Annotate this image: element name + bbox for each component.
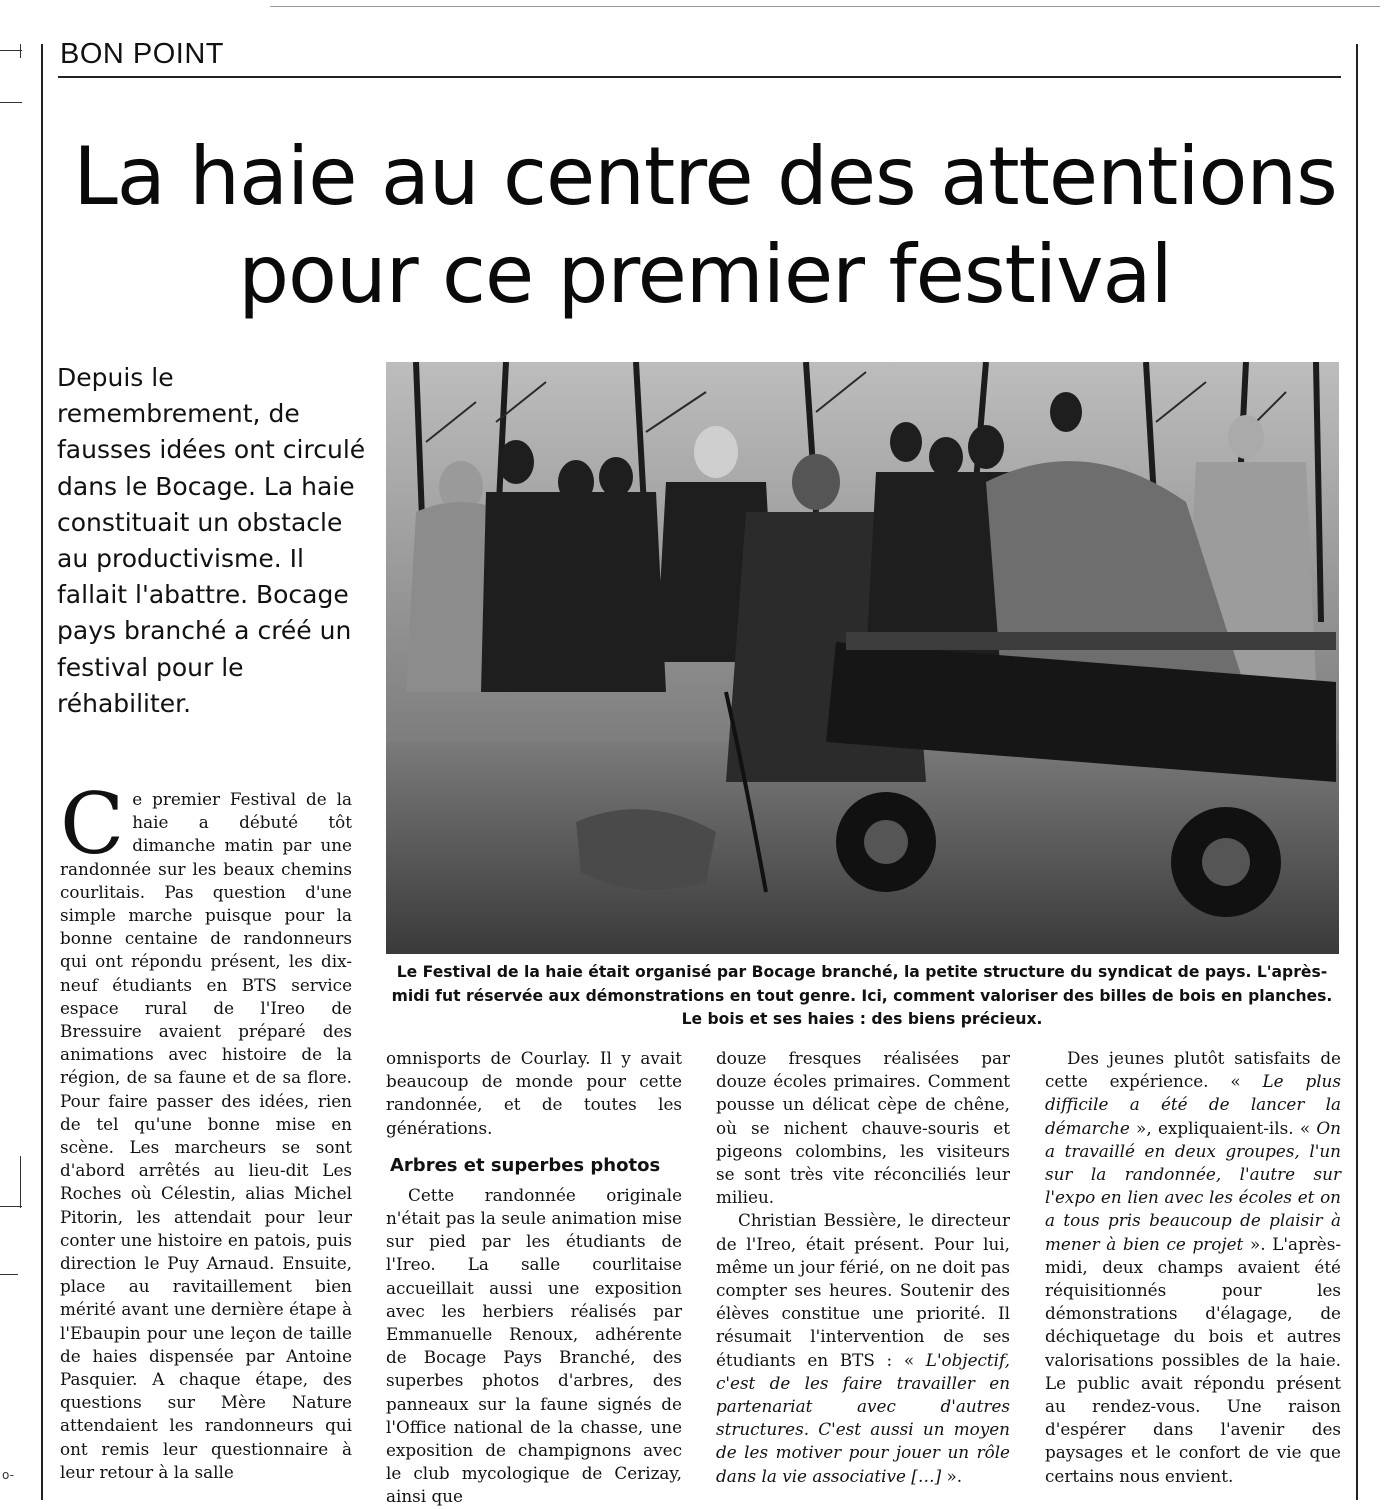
margin-tick xyxy=(0,102,22,103)
quote-intro: Christian Bessière, le directeur de l'Ireo, était présent. Pour lui, même un jour férié, on ne doit pas compter ses heures. Soutenir des élèves constitue une priorité. Il résumait l'intervention de ses étudiants en BTS : « xyxy=(716,1210,1010,1370)
column-2-paragraph-1: omnisports de Courlay. Il y avait beaucoup de monde pour cette randonnée, et de toutes les générations. xyxy=(386,1048,682,1138)
column-4-paragraph-1 xyxy=(1045,1047,1341,1488)
photo-illustration xyxy=(386,362,1339,954)
section-subhead: Arbres et superbes photos xyxy=(390,1154,661,1176)
article-headline xyxy=(40,128,1370,324)
margin-tick xyxy=(0,1274,18,1275)
section-kicker: BON POINT xyxy=(60,38,225,70)
quote-text: Le plus difficile a été de lancer la démarche xyxy=(1045,1071,1341,1138)
headline-line-2: pour ce premier festival xyxy=(238,228,1172,321)
margin-tick xyxy=(0,1206,22,1207)
headline-line-1: La haie au centre des attentions xyxy=(73,130,1337,223)
quote-close: ». xyxy=(941,1465,963,1486)
margin-tick xyxy=(20,44,21,58)
column-3-paragraph-2 xyxy=(716,1209,1010,1487)
margin-tick xyxy=(20,1156,21,1208)
quote-connector: », expliquaient-ils. « xyxy=(1129,1117,1317,1138)
margin-mark-text: o- xyxy=(2,1468,14,1482)
article-lead: Depuis le remembrement, de fausses idées ont circulé dans le Bocage. La haie constituait un obstacle au productivisme. Il fallait l'abattre. Bocage pays branché a créé un festival pour le réhabiliter. xyxy=(57,363,366,718)
column-4-rest: ». L'après-midi, deux champs avaient été réquisitionnés pour les démonstrations d'élagage, de déchiquetage du bois et autres valorisations possibles de la haie. Le public avait répondu présent au rendez-vous. Une raison d'espérer dans l'avenir des paysages et le confort de vie que certains nous envient. xyxy=(1045,1233,1341,1486)
drop-cap: C xyxy=(60,775,125,873)
column-1-text: e premier Festival de la haie a débuté tôt dimanche matin par une randonnée sur les beaux chemins courlitais. Pas question d'une simple marche puisque pour la bonne centaine de randonneurs qui ont répondu présent, les dix-neuf étudiants en BTS service espace rural de l'Ireo de Bressuire avaient préparé des animations avec histoire de la région, de sa faune et de sa flore. Pour faire passer des idées, rien de tel qu'une bonne mise en scène. Les marcheurs se sont d'abord arrêtés au lieu-dit Les Roches où Célestin, alias Michel Pitorin, les attendait pour leur conter une histoire en patois, puis direction le Puy Arnaud. Ensuite, place au ravitaillement bien mérité avant une dernière étape à l'Ebaupin pour une leçon de taille de haies dispensée par Antoine Pasquier. A chaque étape, des questions sur Mère Nature attendaient les randonneurs qui ont remis leur questionnaire à leur retour à la salle xyxy=(60,789,352,1482)
margin-tick xyxy=(0,50,22,51)
quote-text: L'objectif, c'est de les faire travailler en partenariat avec d'autres structures. C'est aussi un moyen de les motiver pour jouer un rôle dans la vie associative […] xyxy=(716,1349,1010,1486)
body-column-1 xyxy=(60,775,352,1484)
article-photo xyxy=(386,362,1339,954)
body-column-3 xyxy=(716,1047,1010,1488)
quote-text: On a travaillé en deux groupes, l'un sur la randonnée, l'autre sur l'expo en lien avec les écoles et on a tous pris beaucoup de plaisir à mener à bien ce projet xyxy=(1045,1117,1341,1254)
quote-intro: Des jeunes plutôt satisfaits de cette expérience. « xyxy=(1045,1048,1341,1092)
body-column-2 xyxy=(386,1047,682,1509)
body-column-4 xyxy=(1045,1047,1341,1488)
column-3-paragraph-1: douze fresques réalisées par douze écoles primaires. Comment pousse un délicat cèpe de chêne, où se nichent chauve-souris et pigeons colombins, les visiteurs se sont très vite réconciliés leur milieu. xyxy=(716,1048,1010,1208)
photo-caption: Le Festival de la haie était organisé par Bocage branché, la petite structure du syndicat de pays. L'après-midi fut réservée aux démonstrations en tout genre. Ici, comment valoriser des billes de bois en planches. Le bois et ses haies : des biens précieux. xyxy=(391,963,1333,1028)
column-2-paragraph-2: Cette randonnée originale n'était pas la seule animation mise sur pied par les étudiants de l'Ireo. La salle courlitaise accueillait aussi une exposition avec les herbiers réalisés par Emmanuelle Renoux, adhérente de Bocage Pays Branché, des superbes photos d'arbres, des panneaux sur la faune signés de l'Office national de la chasse, une exposition de champignons avec le club mycologique de Cerizay, ainsi que xyxy=(386,1184,682,1507)
top-dotted-rule xyxy=(270,6,1380,7)
kicker-underline xyxy=(58,76,1341,78)
